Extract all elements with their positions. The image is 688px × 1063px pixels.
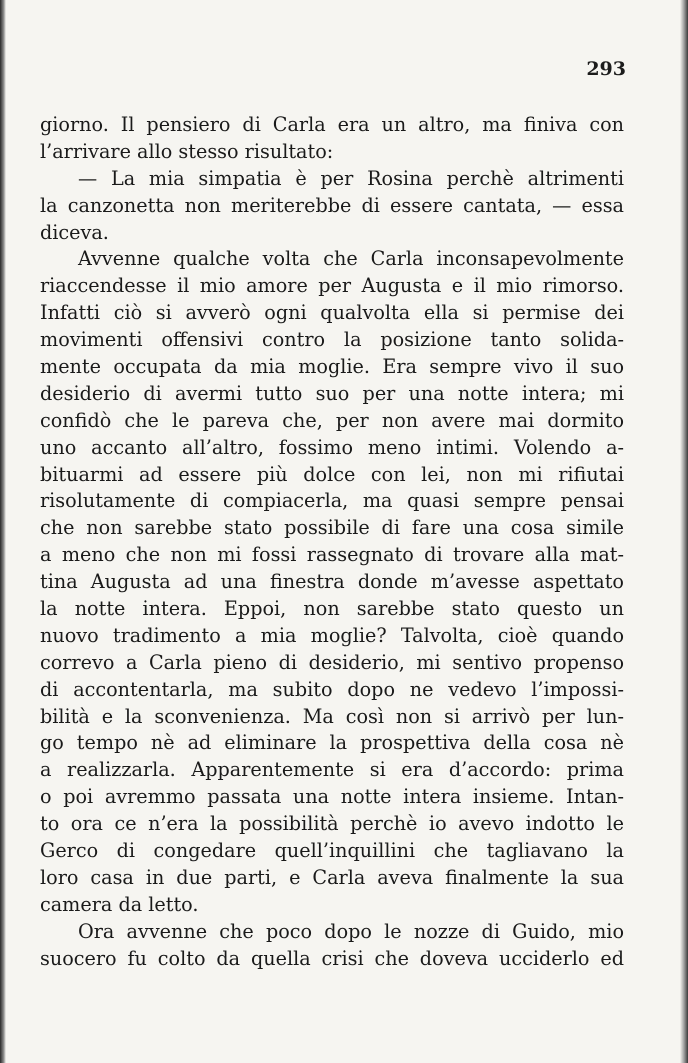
text-line: Avvenne qualche volta che Carla inconsapevolmente xyxy=(78,247,624,271)
text-line: la canzonetta non meriterebbe di essere cantata, — essa xyxy=(40,193,624,217)
text-line: diceva. xyxy=(40,220,109,244)
text-line: confidò che le pareva che, per non avere mai dormito xyxy=(40,408,624,432)
page-edge-left xyxy=(0,0,6,1063)
text-line: tina Augusta ad una finestra donde m’avesse aspettato xyxy=(40,570,624,594)
text-line: to ora ce n’era la possibilità perchè io avevo indotto le xyxy=(40,812,624,836)
text-line: di accontentarla, ma subito dopo ne vedevo l’impossi- xyxy=(40,677,624,701)
text-line: Infatti ciò si avverò ogni qualvolta ella si permise dei xyxy=(40,301,624,325)
text-line: go tempo nè ad eliminare la prospettiva della cosa nè xyxy=(40,731,624,755)
text-line: suocero fu colto da quella crisi che doveva ucciderlo ed xyxy=(40,946,624,970)
text-line: movimenti offensivi contro la posizione tanto solida- xyxy=(40,328,624,352)
text-line: mente occupata da mia moglie. Era sempre vivo il suo xyxy=(40,355,624,379)
text-line: loro casa in due parti, e Carla aveva finalmente la sua xyxy=(40,865,624,889)
page-number: 293 xyxy=(586,58,626,80)
text-line: risolutamente di compiacerla, ma quasi sempre pensai xyxy=(40,489,624,513)
text-line: l’arrivare allo stesso risultato: xyxy=(40,139,334,163)
text-line: nuovo tradimento a mia moglie? Talvolta, cioè quando xyxy=(40,623,624,647)
body-text xyxy=(40,112,624,973)
text-line: che non sarebbe stato possibile di fare una cosa simile xyxy=(40,516,624,540)
text-line: desiderio di avermi tutto suo per una notte intera; mi xyxy=(40,381,624,405)
text-line: camera da letto. xyxy=(40,892,199,916)
text-line: a meno che non mi fossi rassegnato di trovare alla mat- xyxy=(40,543,624,567)
text-line: Gerco di congedare quell’inquillini che tagliavano la xyxy=(40,839,624,863)
text-line: giorno. Il pensiero di Carla era un altro, ma finiva con xyxy=(40,113,624,136)
text-line: — La mia simpatia è per Rosina perchè altrimenti xyxy=(78,166,624,190)
text-line: correvo a Carla pieno di desiderio, mi sentivo propenso xyxy=(40,650,624,674)
text-line: bilità e la sconvenienza. Ma così non si arrivò per lun- xyxy=(40,704,624,728)
text-line: riaccendesse il mio amore per Augusta e il mio rimorso. xyxy=(40,274,624,298)
text-line: bituarmi ad essere più dolce con lei, non mi rifiutai xyxy=(40,462,624,486)
page-edge-right xyxy=(680,0,688,1063)
text-line: la notte intera. Eppoi, non sarebbe stato questo un xyxy=(40,597,624,621)
text-line: a realizzarla. Apparentemente si era d’accordo: prima xyxy=(40,758,624,782)
text-line: Ora avvenne che poco dopo le nozze di Guido, mio xyxy=(78,919,624,943)
text-line: uno accanto all’altro, fossimo meno intimi. Volendo a- xyxy=(40,435,624,459)
text-line: o poi avremmo passata una notte intera insieme. Intan- xyxy=(40,785,624,809)
